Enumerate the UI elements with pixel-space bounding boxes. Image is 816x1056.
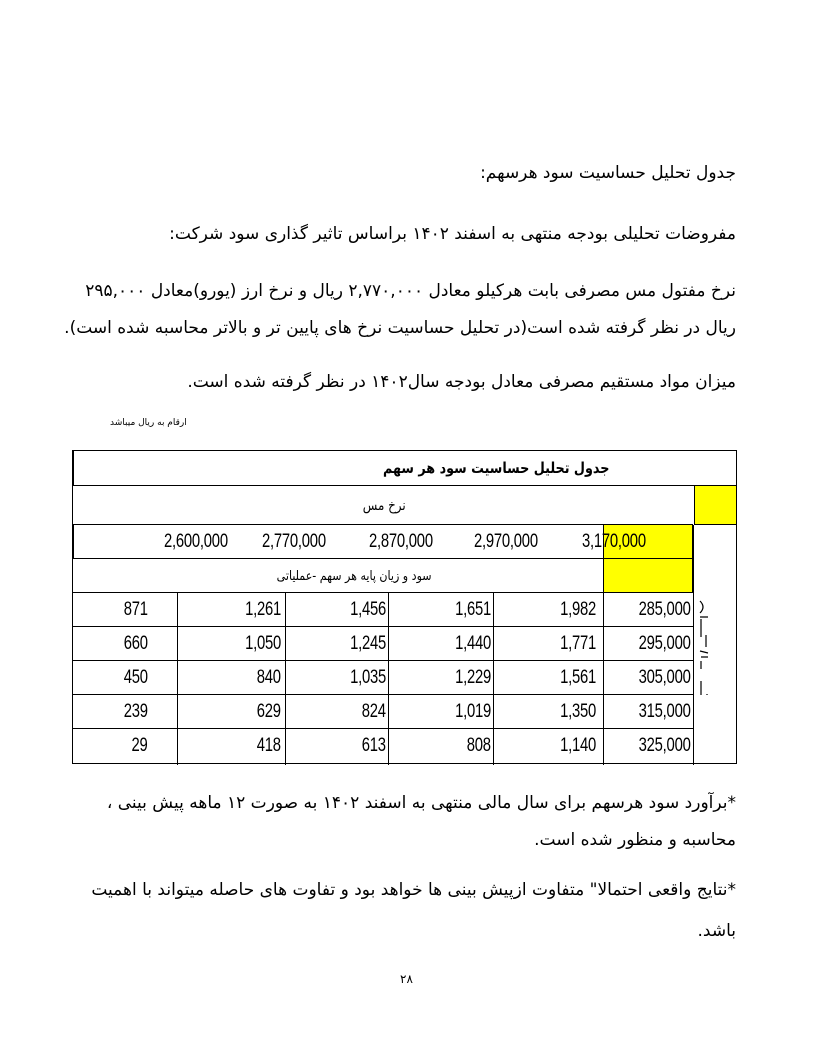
eps-value: 1,456 xyxy=(350,599,386,620)
copper-rate-value: 3,170,000 xyxy=(582,531,646,552)
sensitivity-table xyxy=(72,450,737,764)
fx-rate-value: 305,000 xyxy=(639,667,691,688)
eps-value: 1,140 xyxy=(560,735,596,756)
highlight-cell xyxy=(694,486,736,525)
page-number: ۲۸ xyxy=(400,972,413,986)
footnote1-line2: محاسبه و منظور شده است. xyxy=(534,830,736,850)
eps-value: 239 xyxy=(123,701,148,722)
copper-rate-label: نرخ مس xyxy=(362,498,406,514)
footnote2-line1: *نتایج واقعی احتمالا" متفاوت ازپیش بینی ها خواهد بود و تفاوت های حاصله میتواند با اهمیت xyxy=(91,880,736,900)
eps-value: 1,982 xyxy=(560,599,596,620)
copper-rate-value: 2,770,000 xyxy=(262,531,326,552)
paragraph-copper-rate-line2: ریال در نظر گرفته شده است(در تحلیل حساسیت نرخ های پایین تر و بالاتر محاسبه شده است). xyxy=(64,318,736,338)
eps-value: 660 xyxy=(123,633,148,654)
eps-value: 808 xyxy=(466,735,491,756)
fx-label-fragment-icon xyxy=(698,599,710,697)
copper-rate-value: 2,870,000 xyxy=(369,531,433,552)
section-heading: جدول تحلیل حساسیت سود هرسهم: xyxy=(480,163,736,183)
eps-value: 871 xyxy=(123,599,148,620)
copper-rate-value: 2,600,000 xyxy=(164,531,228,552)
eps-value: 613 xyxy=(361,735,386,756)
copper-rate-value: 2,970,000 xyxy=(474,531,538,552)
footnote1-line1: *برآورد سود هرسهم برای سال مالی منتهی به اسفند ۱۴۰۲ به صورت ۱۲ ماهه پیش بینی ، xyxy=(106,793,736,813)
eps-value: 418 xyxy=(256,735,281,756)
eps-value: 1,771 xyxy=(560,633,596,654)
eps-label: سود و زیان پایه هر سهم -عملیاتی xyxy=(276,569,432,584)
assumptions-heading: مفروضات تحلیلی بودجه منتهی به اسفند ۱۴۰۲ براساس تاثیر گذاری سود شرکت: xyxy=(169,224,736,244)
fx-rate-value: 325,000 xyxy=(639,735,691,756)
eps-value: 29 xyxy=(131,735,148,756)
highlight-cell xyxy=(603,559,693,593)
eps-value: 1,050 xyxy=(245,633,281,654)
footnote2-line2: باشد. xyxy=(697,921,736,941)
table-title: جدول تحلیل حساسیت سود هر سهم xyxy=(382,459,610,477)
eps-value: 824 xyxy=(361,701,386,722)
fx-rate-value: 315,000 xyxy=(639,701,691,722)
eps-value: 1,035 xyxy=(350,667,386,688)
col-divider xyxy=(693,525,694,765)
paragraph-copper-rate-line1: نرخ مفتول مس مصرفی بابت هرکیلو معادل ۲,۷۷۰,۰۰۰ ریال و نرخ ارز (یورو)معادل ۲۹۵,۰۰۰ xyxy=(85,281,736,301)
eps-value: 840 xyxy=(256,667,281,688)
fx-rate-value: 285,000 xyxy=(639,599,691,620)
unit-note: ارقام به ریال میباشد xyxy=(110,418,187,428)
eps-value: 1,561 xyxy=(560,667,596,688)
eps-value: 629 xyxy=(256,701,281,722)
eps-value: 1,651 xyxy=(455,599,491,620)
eps-value: 1,229 xyxy=(455,667,491,688)
eps-value: 1,350 xyxy=(560,701,596,722)
table-title-left-cell xyxy=(73,451,177,486)
eps-value: 1,019 xyxy=(455,701,491,722)
fx-rate-value: 295,000 xyxy=(639,633,691,654)
eps-value: 1,261 xyxy=(245,599,281,620)
paragraph-direct-materials: میزان مواد مستقیم مصرفی معادل بودجه سال۱۴۰۲ در نظر گرفته شده است. xyxy=(187,372,736,392)
eps-value: 1,440 xyxy=(455,633,491,654)
eps-value: 450 xyxy=(123,667,148,688)
eps-value: 1,245 xyxy=(350,633,386,654)
